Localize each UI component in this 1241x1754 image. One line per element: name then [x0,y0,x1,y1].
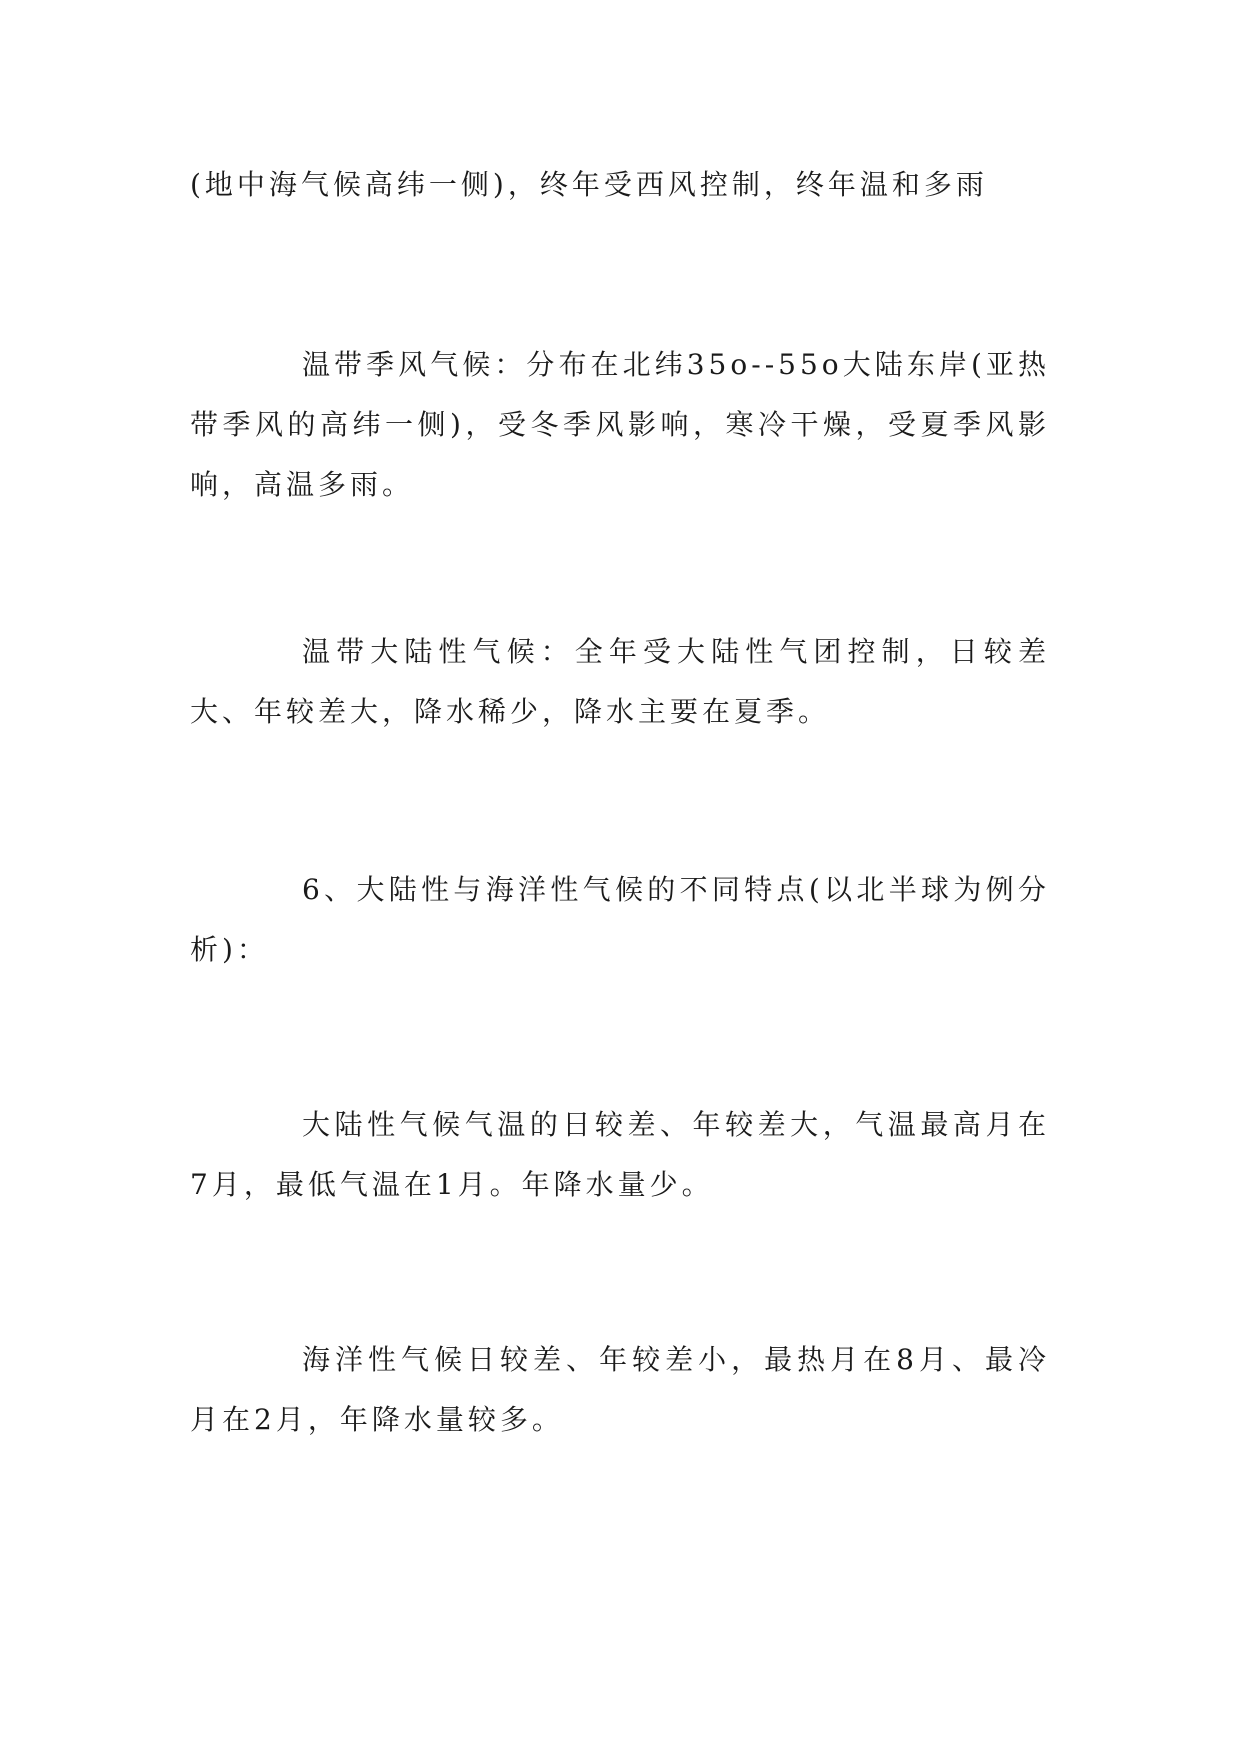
paragraph-continental-climate: 大陆性气候气温的日较差、年较差大，气温最高月在7月，最低气温在1月。年降水量少。 [190,1108,1050,1201]
section-heading-6: 6、大陆性与海洋性气候的不同特点(以北半球为例分析)： [190,873,1050,966]
paragraph-maritime-climate: 海洋性气候日较差、年较差小，最热月在8月、最冷月在2月，年降水量较多。 [190,1343,1050,1436]
paragraph-continuation: (地中海气候高纬一侧)，终年受西风控制，终年温和多雨 [190,168,988,201]
paragraph-temperate-monsoon: 温带季风气候：分布在北纬35o--55o大陆东岸(亚热带季风的高纬一侧)，受冬季风影响，寒冷干燥，受夏季风影响，高温多雨。 [190,348,1050,501]
paragraph-temperate-continental: 温带大陆性气候：全年受大陆性气团控制，日较差大、年较差大，降水稀少，降水主要在夏季。 [190,635,1050,728]
